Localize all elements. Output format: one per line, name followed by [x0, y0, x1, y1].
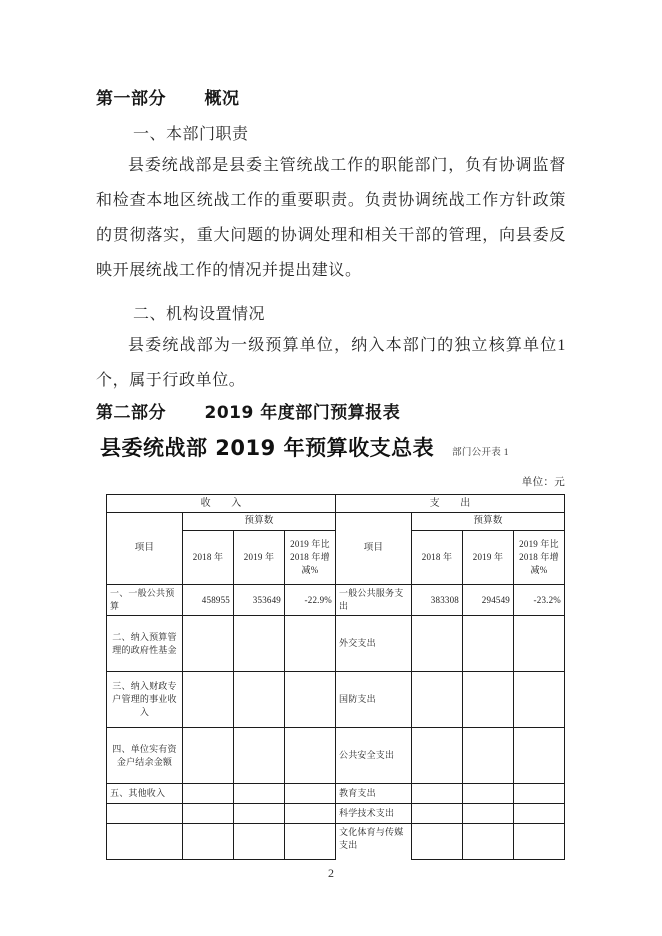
expense-row-change [514, 804, 565, 824]
expense-item-header: 项目 [336, 513, 412, 585]
income-row-2019 [234, 784, 285, 804]
expense-year-2019-header: 2019 年 [463, 531, 514, 585]
income-item-header: 项目 [107, 513, 183, 585]
expense-row-2018 [412, 728, 463, 784]
income-row-2018 [183, 804, 234, 824]
expense-row-label: 科学技术支出 [336, 804, 412, 824]
table-row [107, 728, 565, 784]
table-group-header-row [107, 495, 565, 513]
expense-row-2018 [412, 824, 463, 860]
expense-row-label: 教育支出 [336, 784, 412, 804]
table-unit-label: 单位：元 [521, 477, 565, 488]
income-row-2019 [234, 616, 285, 672]
expense-row-2018 [412, 616, 463, 672]
section-one-paragraph: 县委统战部是县委主管统战工作的职能部门，负有协调监督和检查本地区统战工作的重要职责。负责协调统战工作方针政策的贯彻落实，重大问题的协调处理和相关干部的管理，向县委反映开展统战工作的情况并提出建议。 [96, 157, 566, 279]
expense-row-2019 [463, 672, 514, 728]
income-row-change [285, 824, 336, 860]
income-row-2018 [183, 672, 234, 728]
table-row [107, 804, 565, 824]
income-row-change [285, 728, 336, 784]
income-row-label: 五、其他收入 [107, 784, 183, 804]
expense-row-change [514, 728, 565, 784]
expense-row-change: -23.2% [514, 585, 565, 616]
table-row [107, 585, 565, 616]
expense-row-label: 一般公共服务支出 [336, 585, 412, 616]
table-note: 部门公开表 1 [452, 448, 509, 458]
part-two-heading: 第二部分 2019 年度部门预算报表 [96, 403, 401, 423]
expense-row-2019 [463, 728, 514, 784]
expense-row-2018 [412, 804, 463, 824]
expense-row-2019 [463, 804, 514, 824]
expense-row-change [514, 616, 565, 672]
section-two-paragraph: 县委统战部为一级预算单位，纳入本部门的独立核算单位1个，属于行政单位。 [96, 337, 566, 389]
income-year-2018-header: 2018 年 [183, 531, 234, 585]
income-row-change [285, 672, 336, 728]
income-budget-figures-header: 预算数 [183, 513, 336, 531]
section-one-subheading: 一、本部门职责 [133, 126, 249, 143]
budget-summary-table [106, 494, 565, 860]
income-row-label: 三、纳入财政专户管理的事业收入 [107, 672, 183, 728]
income-row-change [285, 784, 336, 804]
expense-row-2018 [412, 672, 463, 728]
income-row-label [107, 804, 183, 824]
expense-row-2019: 294549 [463, 585, 514, 616]
expense-row-label: 外交支出 [336, 616, 412, 672]
income-row-2019 [234, 728, 285, 784]
expense-row-2018: 383308 [412, 585, 463, 616]
income-row-change [285, 616, 336, 672]
part-one-heading: 第一部分 概况 [96, 89, 240, 109]
income-row-2018 [183, 728, 234, 784]
income-row-label: 四、单位实有资金户结余金额 [107, 728, 183, 784]
expense-year-2018-header: 2018 年 [412, 531, 463, 585]
expense-budget-figures-header: 预算数 [412, 513, 565, 531]
expense-group-header: 支 出 [336, 495, 565, 513]
expense-row-label: 文化体育与传媒支出 [336, 824, 412, 860]
income-row-change [285, 804, 336, 824]
expense-row-change [514, 672, 565, 728]
expense-row-change [514, 824, 565, 860]
expense-row-change [514, 784, 565, 804]
expense-row-2019 [463, 824, 514, 860]
table-row [107, 824, 565, 860]
table-row [107, 672, 565, 728]
expense-row-2019 [463, 616, 514, 672]
table-budget-figures-row [107, 513, 565, 531]
income-row-label: 一、一般公共预算 [107, 585, 183, 616]
expense-change-header: 2019 年比 2018 年增减% [514, 531, 565, 585]
income-row-2019: 353649 [234, 585, 285, 616]
income-row-label: 二、纳入预算管理的政府性基金 [107, 616, 183, 672]
income-row-label [107, 824, 183, 860]
table-title: 县委统战部 2019 年预算收支总表 [100, 436, 435, 460]
table-row [107, 784, 565, 804]
expense-row-label: 公共安全支出 [336, 728, 412, 784]
expense-row-2018 [412, 784, 463, 804]
income-row-change: -22.9% [285, 585, 336, 616]
income-row-2018: 458955 [183, 585, 234, 616]
income-change-header: 2019 年比 2018 年增减% [285, 531, 336, 585]
section-two-subheading: 二、机构设置情况 [133, 306, 266, 323]
income-row-2018 [183, 824, 234, 860]
income-row-2019 [234, 804, 285, 824]
income-row-2019 [234, 824, 285, 860]
table-row [107, 616, 565, 672]
income-row-2019 [234, 672, 285, 728]
expense-row-2019 [463, 784, 514, 804]
income-row-2018 [183, 616, 234, 672]
income-row-2018 [183, 784, 234, 804]
page-number: 2 [328, 866, 334, 880]
income-year-2019-header: 2019 年 [234, 531, 285, 585]
table-title-row [100, 432, 570, 462]
expense-row-label: 国防支出 [336, 672, 412, 728]
income-group-header: 收 入 [107, 495, 336, 513]
